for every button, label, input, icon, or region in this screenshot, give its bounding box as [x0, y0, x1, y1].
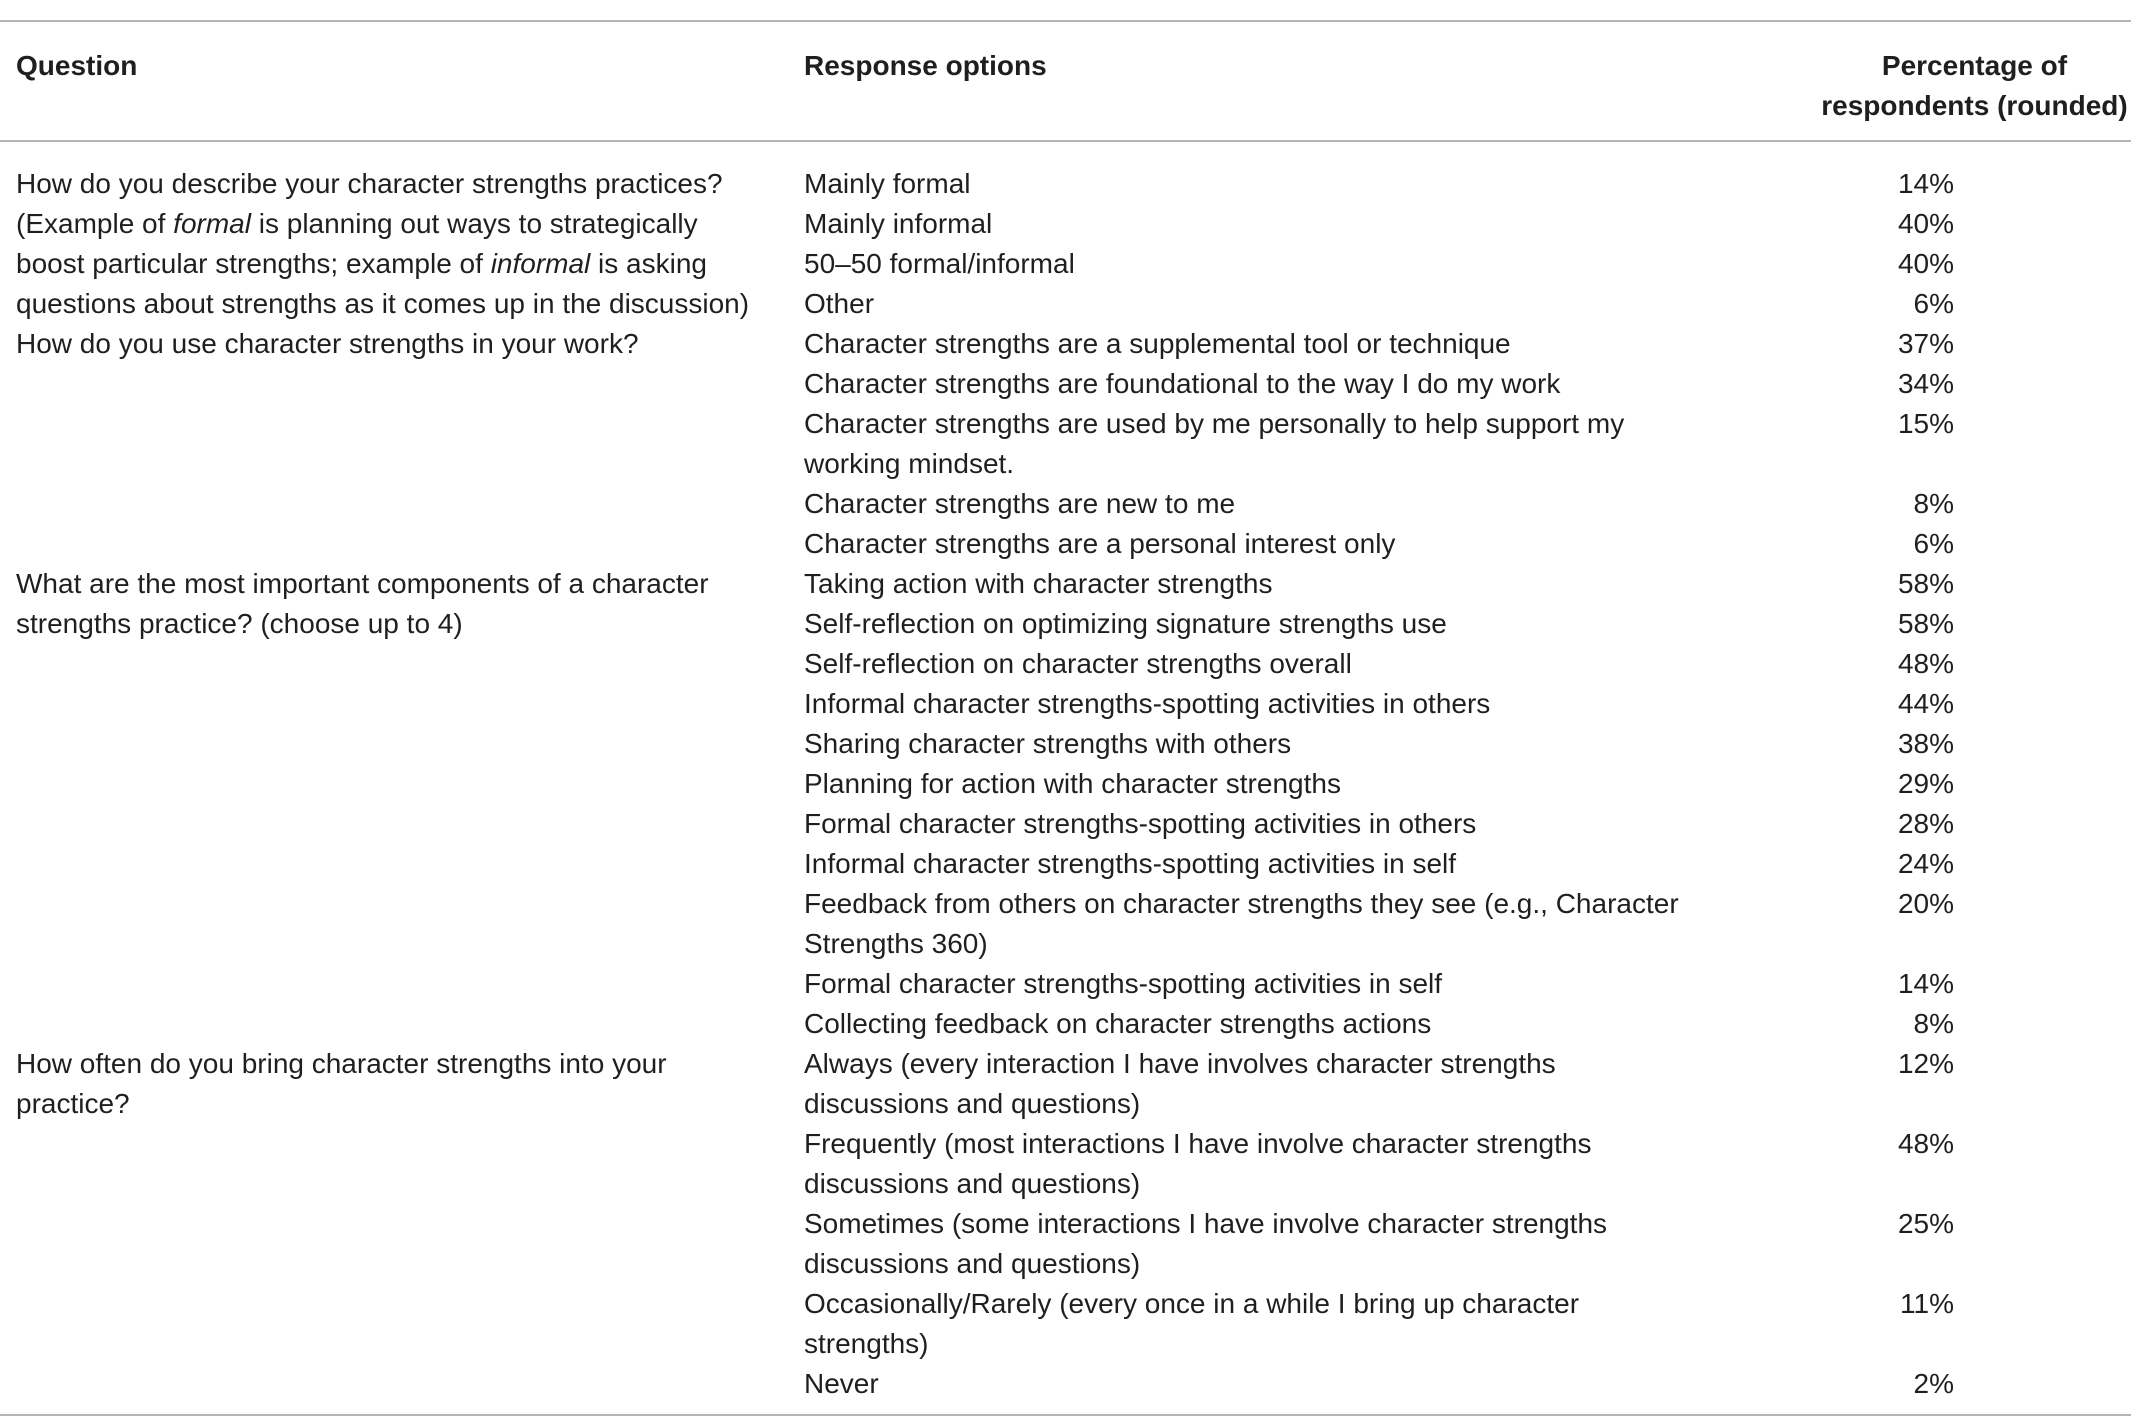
response-option-label: Self-reflection on optimizing signature strengths use: [804, 608, 1447, 639]
percentage-value: 38%: [1897, 728, 1954, 759]
survey-table: [0, 20, 2131, 1416]
question-group: [0, 324, 2131, 564]
response-options-list: [788, 324, 2131, 564]
response-option-label: Collecting feedback on character strengths actions: [804, 1008, 1432, 1039]
question-text: [0, 324, 788, 364]
percentage-value: 29%: [1897, 768, 1954, 799]
response-option-label: 50–50 formal/informal: [804, 248, 1075, 279]
percentage-value: 14%: [1897, 168, 1954, 199]
header-question: Question: [16, 50, 138, 81]
response-option-label: Mainly formal: [804, 168, 971, 199]
percentage-value: 6%: [1913, 288, 1954, 319]
percentage-value: 11%: [1900, 1288, 1954, 1319]
table-row: [788, 524, 2131, 564]
question-group: [0, 564, 2131, 1044]
table-row: [788, 284, 2131, 324]
response-option-label: Occasionally/Rarely (every once in a while I bring up character strengths): [804, 1288, 1580, 1359]
response-option-label: Other: [804, 288, 875, 319]
table-row: [788, 1124, 2131, 1204]
question-segment: How do you use character strengths in your work?: [16, 328, 639, 359]
table-row: [788, 964, 2131, 1004]
table-row: [788, 604, 2131, 644]
question-segment: is asking questions about strengths as it comes up in the discussion): [16, 248, 750, 319]
header-percentage: [1708, 46, 2131, 126]
response-options-list: [788, 1044, 2131, 1404]
question-text: [0, 1044, 788, 1124]
percentage-value: 44%: [1897, 688, 1954, 719]
response-option-label: Self-reflection on character strengths overall: [804, 648, 1352, 679]
percentage-value: 28%: [1897, 808, 1954, 839]
table-row: [788, 804, 2131, 844]
table-row: [788, 244, 2131, 284]
percentage-value: 2%: [1913, 1368, 1954, 1399]
percentage-value: 25%: [1897, 1208, 1954, 1239]
table-body: [0, 142, 2131, 1414]
table-row: [788, 484, 2131, 524]
table-header: [0, 22, 2131, 140]
table-row: [788, 844, 2131, 884]
percentage-value: 37%: [1897, 328, 1954, 359]
response-option-label: Feedback from others on character strengths they see (e.g., Character Strengths 360): [804, 888, 1679, 959]
response-options-list: [788, 564, 2131, 1044]
percentage-value: 48%: [1897, 648, 1954, 679]
question-segment: What are the most important components of a character strengths practice? (choose up to 4): [16, 568, 709, 639]
table-row: [788, 324, 2131, 364]
header-response-options: Response options: [804, 50, 1047, 81]
response-option-label: Character strengths are foundational to the way I do my work: [804, 368, 1561, 399]
percentage-value: 8%: [1913, 1008, 1954, 1039]
percentage-value: 14%: [1897, 968, 1954, 999]
table-row: [788, 204, 2131, 244]
table-row: [788, 404, 2131, 484]
header-percentage-line2: respondents (rounded): [1821, 90, 2128, 121]
response-option-label: Character strengths are used by me personally to help support my working mindset.: [804, 408, 1625, 479]
percentage-value: 40%: [1897, 208, 1954, 239]
question-segment: How often do you bring character strengths into your practice?: [16, 1048, 667, 1119]
question-segment: is planning out ways to strategically boost particular strengths; example of: [16, 208, 698, 279]
percentage-value: 58%: [1897, 568, 1954, 599]
question-text: [0, 564, 788, 644]
question-group: [0, 1044, 2131, 1404]
question-segment: How do you describe your character strengths practices? (Example of: [16, 168, 723, 239]
table-row: [788, 1004, 2131, 1044]
response-option-label: Formal character strengths-spotting activities in others: [804, 808, 1477, 839]
table-row: [788, 564, 2131, 604]
percentage-value: 58%: [1897, 608, 1954, 639]
question-text: [0, 164, 788, 324]
table-row: [788, 724, 2131, 764]
percentage-value: 24%: [1897, 848, 1954, 879]
response-option-label: Sometimes (some interactions I have involve character strengths discussions and questions): [804, 1208, 1608, 1279]
percentage-value: 48%: [1897, 1128, 1954, 1159]
percentage-value: 8%: [1913, 488, 1954, 519]
table-row: [788, 1284, 2131, 1364]
response-option-label: Sharing character strengths with others: [804, 728, 1292, 759]
percentage-value: 12%: [1897, 1048, 1954, 1079]
response-option-label: Planning for action with character strengths: [804, 768, 1341, 799]
table-row: [788, 884, 2131, 964]
table-row: [788, 1044, 2131, 1124]
response-option-label: Taking action with character strengths: [804, 568, 1273, 599]
percentage-value: 15%: [1897, 408, 1954, 439]
response-option-label: Informal character strengths-spotting activities in self: [804, 848, 1457, 879]
percentage-value: 6%: [1913, 528, 1954, 559]
table-row: [788, 1364, 2131, 1404]
percentage-value: 34%: [1897, 368, 1954, 399]
response-option-label: Informal character strengths-spotting activities in others: [804, 688, 1491, 719]
table-row: [788, 164, 2131, 204]
percentage-value: 20%: [1897, 888, 1954, 919]
table-row: [788, 364, 2131, 404]
response-option-label: Character strengths are a supplemental tool or technique: [804, 328, 1511, 359]
table-row: [788, 644, 2131, 684]
table-row: [788, 684, 2131, 724]
response-options-list: [788, 164, 2131, 324]
response-option-label: Formal character strengths-spotting activities in self: [804, 968, 1443, 999]
question-group: [0, 164, 2131, 324]
header-percentage-line1: Percentage of: [1881, 50, 2068, 81]
response-option-label: Frequently (most interactions I have involve character strengths discussions and questions): [804, 1128, 1592, 1199]
question-emphasis: informal: [490, 248, 591, 279]
table-row: [788, 764, 2131, 804]
table-row: [788, 1204, 2131, 1284]
percentage-value: 40%: [1897, 248, 1954, 279]
response-option-label: Character strengths are new to me: [804, 488, 1236, 519]
response-option-label: Never: [804, 1368, 879, 1399]
question-emphasis: formal: [173, 208, 251, 239]
response-option-label: Character strengths are a personal interest only: [804, 528, 1396, 559]
response-option-label: Mainly informal: [804, 208, 993, 239]
response-option-label: Always (every interaction I have involves character strengths discussions and questions): [804, 1048, 1556, 1119]
